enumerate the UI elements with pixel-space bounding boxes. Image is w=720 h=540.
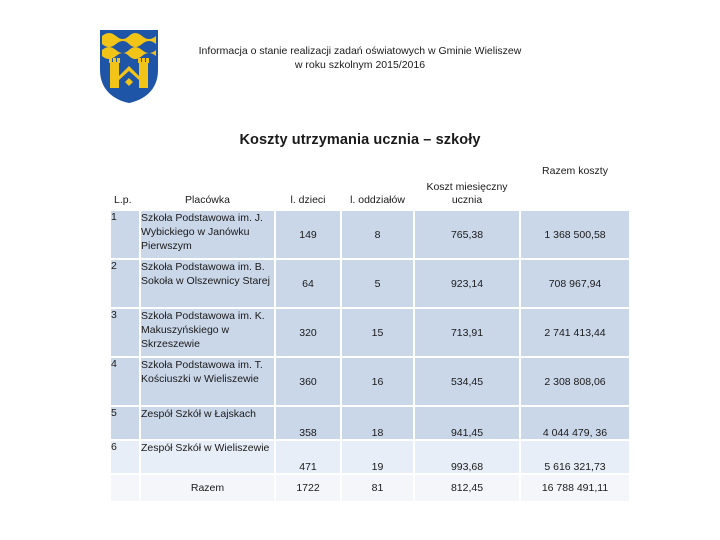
header-line-1: Informacja o stanie realizacji zadań oświatowych w Gminie Wieliszew — [198, 45, 522, 57]
header-line-2: w roku szkolnym 2015/2016 — [294, 59, 426, 71]
total-cost: 16 788 491,11 — [520, 474, 630, 502]
cell-children: 320 — [275, 308, 341, 357]
col-header-total-cost: Razem koszty — [520, 160, 630, 210]
cell-children: 64 — [275, 259, 341, 308]
total-row — [110, 474, 630, 502]
cell-monthly-cost: 993,68 — [414, 440, 520, 474]
total-monthly-cost: 812,45 — [414, 474, 520, 502]
cell-facility: Szkoła Podstawowa im. K. Makuszyńskiego w Skrzeszewie — [140, 308, 275, 357]
cell-total-cost: 2 308 808,06 — [520, 357, 630, 406]
col-header-monthly-cost: Koszt miesięczny ucznia — [414, 160, 520, 210]
cell-classes: 15 — [341, 308, 414, 357]
document-header — [160, 44, 560, 72]
total-label: Razem — [140, 474, 275, 502]
total-classes: 81 — [341, 474, 414, 502]
cell-facility: Szkoła Podstawowa im. J. Wybickiego w Janówku Pierwszym — [140, 210, 275, 259]
coat-of-arms-icon — [98, 28, 160, 104]
cell-classes: 8 — [341, 210, 414, 259]
cell-lp: 5 — [110, 406, 140, 440]
cell-classes: 16 — [341, 357, 414, 406]
cell-classes: 18 — [341, 406, 414, 440]
cell-lp: 3 — [110, 308, 140, 357]
table-header-row — [110, 160, 630, 210]
cell-total-cost: 5 616 321,73 — [520, 440, 630, 474]
cell-facility: Zespół Szkół w Łajskach — [140, 406, 275, 440]
cell-monthly-cost: 713,91 — [414, 308, 520, 357]
cell-total-cost: 2 741 413,44 — [520, 308, 630, 357]
cell-classes: 19 — [341, 440, 414, 474]
col-header-lp: L.p. — [110, 160, 140, 210]
col-header-classes: l. oddziałów — [341, 160, 414, 210]
cell-lp: 1 — [110, 210, 140, 259]
page-title: Koszty utrzymania ucznia – szkoły — [239, 132, 481, 148]
cell-children: 149 — [275, 210, 341, 259]
total-children: 1722 — [275, 474, 341, 502]
cell-monthly-cost: 534,45 — [414, 357, 520, 406]
cell-facility: Szkoła Podstawowa im. B. Sokoła w Olszewnicy Starej — [140, 259, 275, 308]
cell-monthly-cost: 923,14 — [414, 259, 520, 308]
cell-lp: 6 — [110, 440, 140, 474]
cell-facility: Zespół Szkół w Wieliszewie — [140, 440, 275, 474]
cell-children: 360 — [275, 357, 341, 406]
cell-total-cost: 1 368 500,58 — [520, 210, 630, 259]
table-row — [110, 210, 630, 259]
table-row — [110, 259, 630, 308]
costs-table — [110, 160, 630, 502]
cell-monthly-cost: 765,38 — [414, 210, 520, 259]
cell-lp: 4 — [110, 357, 140, 406]
col-header-facility: Placówka — [140, 160, 275, 210]
table-row — [110, 440, 630, 474]
cell-classes: 5 — [341, 259, 414, 308]
cell-facility: Szkoła Podstawowa im. T. Kościuszki w Wieliszewie — [140, 357, 275, 406]
table-row — [110, 406, 630, 440]
cell-lp: 2 — [110, 259, 140, 308]
cell-lp-empty — [110, 474, 140, 502]
table-row — [110, 357, 630, 406]
cell-children: 471 — [275, 440, 341, 474]
cell-total-cost: 4 044 479, 36 — [520, 406, 630, 440]
cell-monthly-cost: 941,45 — [414, 406, 520, 440]
col-header-children: l. dzieci — [275, 160, 341, 210]
table-row — [110, 308, 630, 357]
cell-children: 358 — [275, 406, 341, 440]
cell-total-cost: 708 967,94 — [520, 259, 630, 308]
